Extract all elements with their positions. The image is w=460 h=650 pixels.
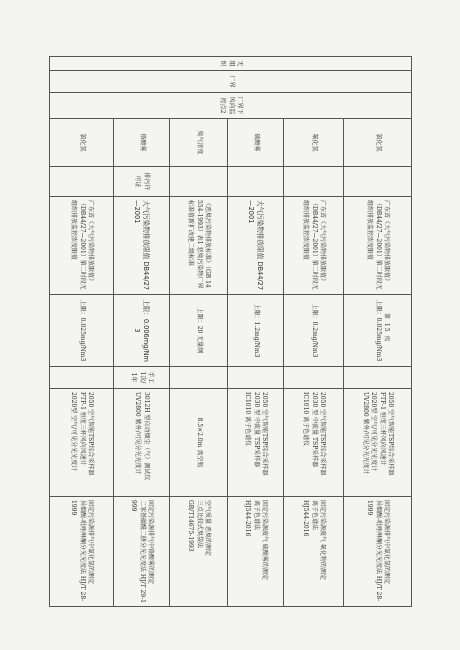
category-cell: 无组织 bbox=[50, 57, 412, 71]
table-row bbox=[228, 57, 284, 607]
table-row bbox=[50, 57, 114, 607]
method-cell: 固定污染源排气中氯化氢的测定 异烟酸-吡唑啉酮分光光度法 HJ/T 28-1999 bbox=[50, 497, 114, 607]
instrument-cell: 2050 空气智能TSP综合采样器 FTF-1 恒度三杯风向风速计 2020型 空气/可见分光光度计 bbox=[50, 389, 114, 497]
standard-cell: 大气污染物排放限值 DB44/27—2001 bbox=[114, 197, 170, 295]
permit-cell bbox=[50, 167, 114, 197]
standard-cell: 大气污染物排放限值 DB44/27—2001 bbox=[228, 197, 284, 295]
table-row bbox=[114, 57, 170, 607]
standard-cell: 广东省《大气污染物排放限值》（DB44/27—2001）第二时段无组织排放监控浓度限值 bbox=[344, 197, 412, 295]
table-row bbox=[170, 57, 228, 607]
method-cell: 固定污染源排气中铬酸雾的测定 二苯基碳酰二肼分光光度法 HJ/T 29-1999 bbox=[114, 497, 170, 607]
table-row bbox=[344, 57, 412, 607]
sampling-cell bbox=[344, 367, 412, 389]
sampling-cell: 手工 1次/1年 bbox=[114, 367, 170, 389]
standard-cell: 《恶臭污染物排放标准》（GB 14554-1993）表1 恶臭污染物厂界标准值新扩改建二级标准 bbox=[170, 197, 228, 295]
sampling-cell bbox=[50, 367, 114, 389]
instrument-cell: 2050 空气智能TSP综合采样器 FTF-1 恒度三杯风向风速计 2020型 空气/可见分光光度计 UV2800 紫外/可见分光光度计 bbox=[344, 389, 412, 497]
permit-cell bbox=[228, 167, 284, 197]
method-cell: 空气质量 恶臭的测定 三点比较式臭袋法 GB/T14675-1993 bbox=[170, 497, 228, 607]
location-cell: 厂界 bbox=[50, 71, 412, 93]
pollutant-cell: 臭气浓度 bbox=[170, 119, 228, 167]
page-number: 第 15 页 bbox=[383, 313, 390, 343]
standard-cell: 广东省《大气污染物排放限值》（DB44/27—2001）第二时段无组织排放监控浓度限值 bbox=[50, 197, 114, 295]
sampling-cell bbox=[228, 367, 284, 389]
pollutant-cell: 氯化氢 bbox=[50, 119, 114, 167]
permit-cell bbox=[170, 167, 228, 197]
limit-cell: 上限：20 无量纲 bbox=[170, 295, 228, 367]
table-row bbox=[284, 57, 344, 607]
limit-cell: 上限：1.2mg/Nm3 bbox=[228, 295, 284, 367]
limit-cell: 上限：0.006mg/Nm3 bbox=[114, 295, 170, 367]
rotated-monitoring-table bbox=[50, 56, 412, 606]
sampling-cell bbox=[284, 367, 344, 389]
instrument-cell: 2050 空气智能TSP综合采样器 2030 型 中流量 TSP采样器 IC1010 离子色谱仪 bbox=[228, 389, 284, 497]
permit-cell: 排污许可证 bbox=[114, 167, 170, 197]
method-cell: 固定污染源废气 硫酸雾的测定 离子色谱法 HJ544-2016 bbox=[228, 497, 284, 607]
pollutant-cell: 氟化氢 bbox=[284, 119, 344, 167]
instrument-cell: 8.5×2.0m 真空瓶 bbox=[170, 389, 228, 497]
limit-cell: 上限：0.2mg/Nm3 bbox=[284, 295, 344, 367]
permit-cell bbox=[344, 167, 412, 197]
point-cell: 厂界下风向监控点2 bbox=[50, 93, 412, 119]
pollutant-cell: 铬酸雾 bbox=[114, 119, 170, 167]
standard-cell: 广东省《大气污染物排放限值》（DB44/27—2001）第二时段无组织排放监控浓度限值 bbox=[284, 197, 344, 295]
instrument-cell: 2050 空气智能TSP综合采样器 2030 型 中流量 TSP采样器 IC1010 离子色谱仪 bbox=[284, 389, 344, 497]
method-cell: 固定污染源排气中氯化氢的测定 异烟酸-吡唑啉酮分光光度法 HJ/T 28-1999 bbox=[344, 497, 412, 607]
limit-cell: 上限：0.025mg/Nm3 bbox=[50, 295, 114, 367]
pollutant-cell: 氯化氢 bbox=[344, 119, 412, 167]
pollutant-cell: 硫酸雾 bbox=[228, 119, 284, 167]
limit-cell: 上限：0.025mg/Nm3 bbox=[344, 295, 412, 367]
monitoring-table bbox=[49, 56, 412, 607]
permit-cell bbox=[284, 167, 344, 197]
method-cell: 固定污染源废气 氟化物的测定 离子色谱法 HJ544-2016 bbox=[284, 497, 344, 607]
sampling-cell bbox=[170, 367, 228, 389]
instrument-cell: 3012H 型自动烟尘（气）测试仪 UV2800 紫外/可见分光光度计 bbox=[114, 389, 170, 497]
